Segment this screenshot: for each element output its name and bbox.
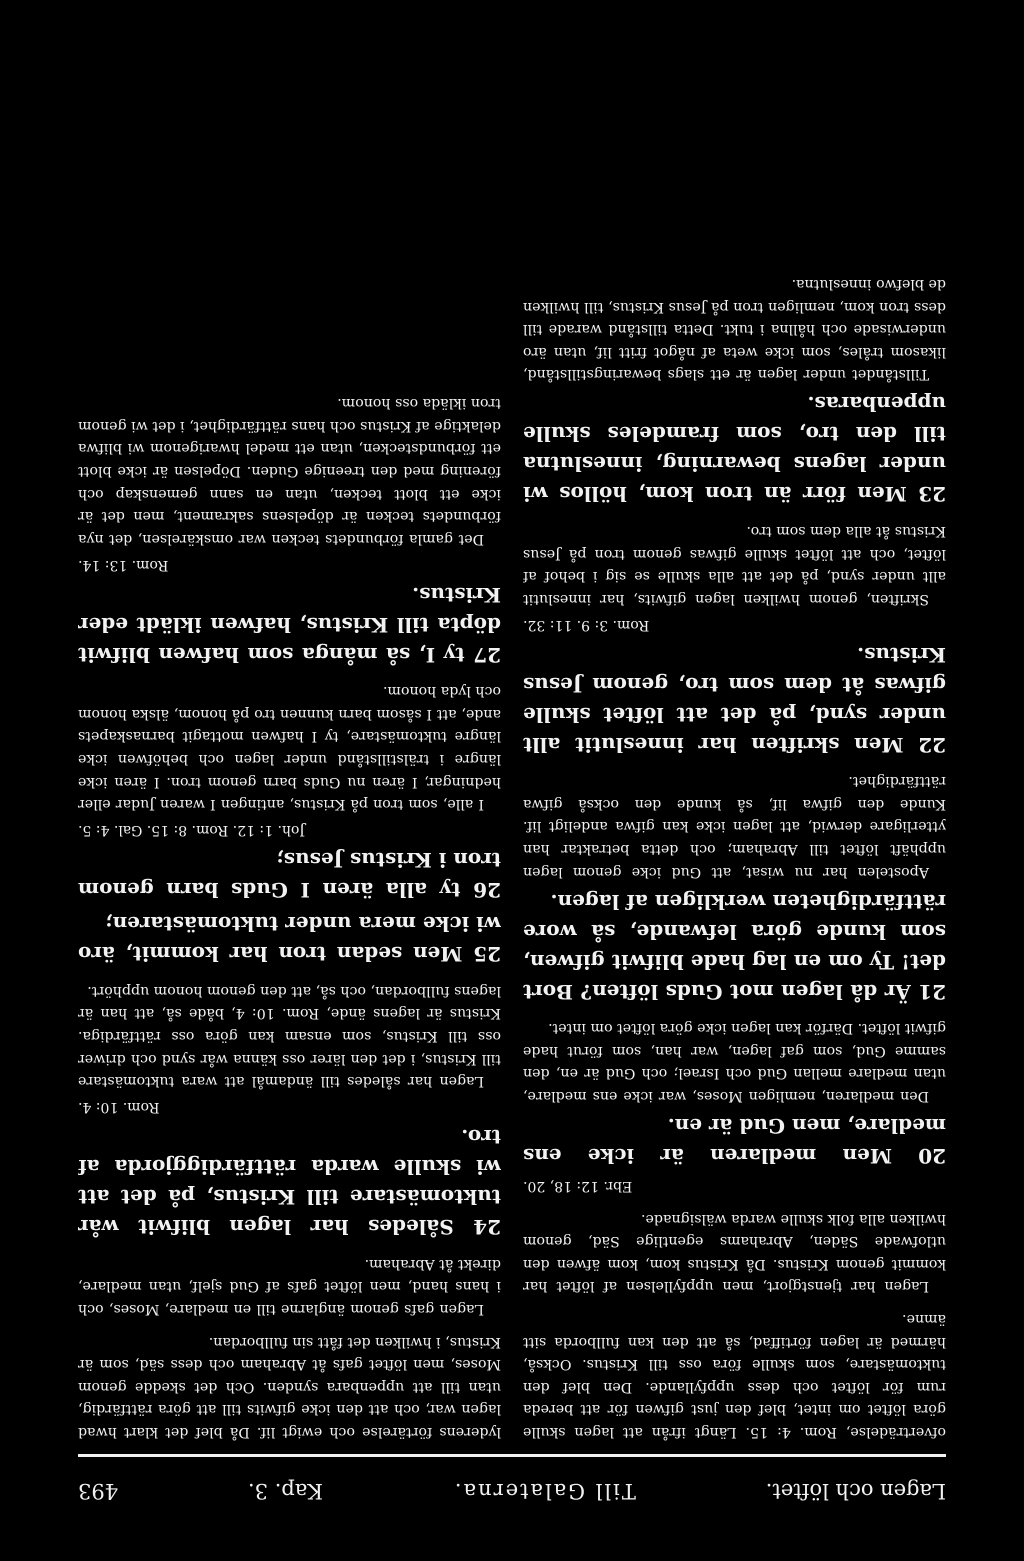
verse-text: 21 Är då lagen mot Guds löften? Bort det! Ty om en lag hade blifwit gifwen, som kunde göra lefwande, så wore rättfärdigheten werkligen af lagen. — [523, 889, 946, 1004]
commentary-paragraph: ofverträdelse, Rom. 4: 15. Längt ifrån att lagen skulle göra löftet om intet, blef den just gifwen för att bereda rum för löftet och dess uppfyllande. Den blef den tuktomästare, som skulle föra oss till Kristus. Också, härmed är lagen förtiffad, så att den kan fullborda sitt ämne. — [523, 1311, 946, 1440]
cross-reference: Rom. 3: 9. 11: 32. — [523, 616, 650, 633]
left-column — [523, 24, 946, 1443]
verse-text: 26 ty alla ären I Guds barn genom tron i Kristus Jesus; — [78, 848, 501, 903]
verse-text: 27 ty I, så många som hafwen blifwit döpta till Kristus, hafwen iklädt eder Kristus. — [78, 582, 501, 667]
commentary-paragraph: Apostelen har nu wisat, att Gud icke genom lagen upphäft löftet till Abraham; och detta betraktar han ytterligare derwid, att lagen icke kan gifwa andeligt lif. Kunde den gifwa lif, så kunde den också gifwa rättfärdighet. — [523, 773, 946, 880]
right-column — [78, 24, 501, 1443]
commentary-paragraph: Lagen har tjenstgjort, men uppfyllelsen af löftet har kommit genom Kristus. Då Kristus kom, kom äfwen den utlofwade Säden, Abrahams egentlige Säd, genom hwilken alla folk skulle warda wälsignade. — [523, 1210, 946, 1295]
commentary-paragraph: Lagen gafs genom änglarne till en medlare, Moses, och i hans hand, men löftet gafs af Gud sjelf, utan medlare, direkt åt Abraham. — [78, 1255, 501, 1318]
cross-reference: Joh. 1: 12. Rom. 8: 15. Gal. 4: 5. — [78, 822, 306, 839]
header-title: Till Galaterna. — [452, 1479, 636, 1503]
page-number: 493 — [78, 1479, 119, 1503]
commentary-paragraph: Det gamla förbundets tecken war omskärelsen, det nya förbundets tecken är döpelsens sakrament, men det är icke ett blott tecken, utan en sann gemenskap och förening med den treenige Guden. Döpelsen är icke blott ett förbundstecken, utan ett medel hwarigenom wi blifwa delaktige af Kristus och hans rättfärdighet, i det wi genom tron ikläda oss honom. — [78, 395, 501, 547]
cross-reference: Ebr. 12: 18, 20. — [523, 1178, 633, 1195]
verse-text: 25 Men sedan tron har kommit, äro wi icke mera under tuktomästaren; — [78, 912, 501, 967]
running-header — [78, 1467, 946, 1503]
header-left: Lagen och löftet. — [765, 1479, 946, 1503]
cross-reference: Rom. 13: 14. — [78, 556, 169, 573]
commentary-paragraph: Skriften, genom hwilken lagen gifwits, har inneslutit allt under synd, på det att alla skulle se sig i behof af löftet, och att löftet skulle gifwas genom tron på Jesus Kristus åt alla dem som tro. — [523, 522, 946, 607]
verse-text: 22 Men skriften har inneslutit allt under synd, på det att löftet skulle gifwas åt dem som tro, genom Jesus Kristus. — [523, 642, 946, 757]
text-columns — [78, 24, 946, 1443]
cross-reference: Rom. 10: 4. — [78, 1099, 160, 1116]
commentary-paragraph: Tillståndet under lagen är ett slags bewaringstillstånd, likasom tråles, som icke weta af något fritt lif, utan äro underwisade och hållna i tukt. Detta tillstånd warade till dess tron kom, nemligen tron på Jesus Kristus, till hwilken de blefwo inneslutna. — [523, 275, 946, 383]
commentary-paragraph: Lagen har således till ändamål att wara tuktomästare till Kristus, i det den lärer oss känna wår synd och driwer oss till Kristus, som ensam kan göra oss rättfärdiga. Kristus är lagens ände, Rom. 10: 4, både så, att han är lagens fullbordan, och så, att den genom honom upphört. — [78, 982, 501, 1090]
header-rule — [78, 1454, 946, 1457]
verse-text: 24 Således har lagen blifwit wår tuktomästare till Kristus, på det att wi skulle warda rättfärdiggjorda af tro. — [78, 1125, 501, 1240]
verse-text: 20 Men medlaren är icke ens medlare, men Gud är en. — [523, 1114, 946, 1169]
commentary-paragraph: lyderens förtärelse och ewigt lif. Då blef det klart hwad lagen war, och att den icke gifwits till att göra rättfärdig, utan till att uppenbara synden. Och det skedde genom Moses, men löftet gafs åt Abraham och dess säd, som är Kristus, i hwilken det fått sin fullbordan. — [78, 1333, 501, 1440]
header-chapter: Kap. 3. — [247, 1479, 324, 1503]
verse-text: 23 Men förr än tron kom, höllos wi under lagens bewarning, inneslutna till den tro, som framdeles skulle uppenbaras. — [523, 392, 946, 507]
commentary-paragraph: I alle, som tron på Kristus, antingen I waren Judar eller hedningar, I ären nu Guds barn genom tron. I ären icke längre i trälstillstånd under lagen och behöfwen icke längre tuktomästare, ty I hafwen mottagit barnaskapets ande, att I såsom barn kunnen tro på honom, älska honom och lyda honom. — [78, 683, 501, 813]
commentary-paragraph: Den medlaren, nemligen Moses, war icke ens medlare, utan medlare mellan Gud och Israel; och Gud är en, den samme Gud, som gaf lagen, war han, som förut hade gifwit löftet. Därför kan lagen icke göra löftet om intet. — [523, 1020, 946, 1105]
